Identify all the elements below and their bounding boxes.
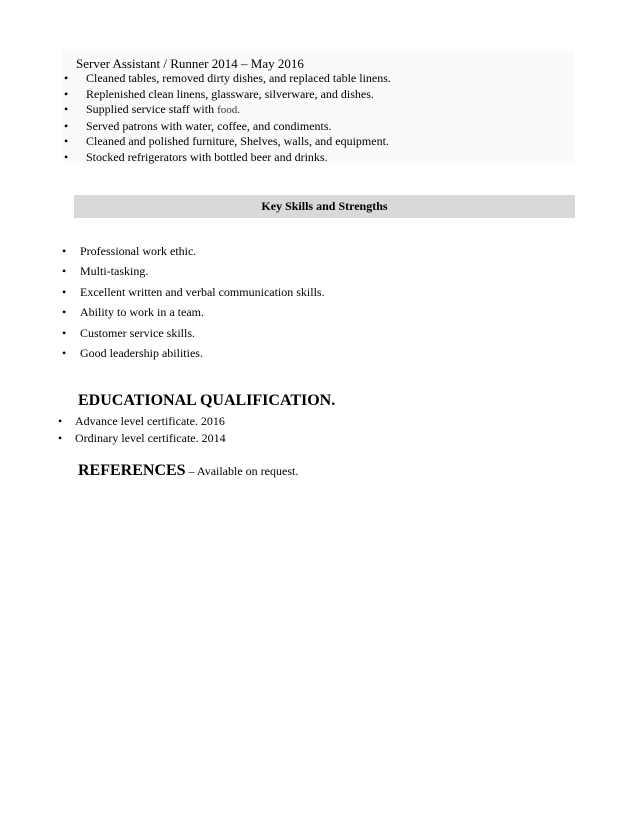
list-item: • Customer service skills. xyxy=(80,323,325,343)
bullet-icon: • xyxy=(62,305,67,320)
list-item: • Cleaned and polished furniture, Shelves, walls, and equipment. xyxy=(64,134,389,149)
list-item: • Excellent written and verbal communication skills. xyxy=(80,282,325,302)
bullet-icon: • xyxy=(62,346,67,361)
list-item: • Supplied service staff with food. xyxy=(64,102,241,117)
bullet-icon: • xyxy=(58,414,63,428)
bullet-icon: • xyxy=(64,102,69,117)
list-item: • Ability to work in a team. xyxy=(80,302,325,322)
bullet-icon: • xyxy=(62,244,67,258)
list-item: • Multi-tasking. xyxy=(80,261,325,281)
list-item: • Stocked refrigerators with bottled beer and drinks. xyxy=(64,149,328,164)
bullet-icon: • xyxy=(64,71,69,85)
list-item: • Served patrons with water, coffee, and condiments. xyxy=(64,118,332,133)
references-heading: REFERENCES xyxy=(78,462,186,479)
bullet-icon: • xyxy=(64,86,69,101)
duties-list xyxy=(64,71,391,166)
bullet-icon: • xyxy=(58,431,63,445)
bullet-icon: • xyxy=(64,149,69,164)
education-heading: EDUCATIONAL QUALIFICATION. xyxy=(78,392,336,409)
job-title: Server Assistant / Runner 2014 – May 2016 xyxy=(76,56,304,71)
bullet-icon: • xyxy=(62,284,67,299)
list-item: • Professional work ethic. xyxy=(80,241,325,261)
list-item: • Advance level certificate. 2016 xyxy=(58,414,225,428)
bullet-icon: • xyxy=(64,118,69,133)
list-item: • Good leadership abilities. xyxy=(80,343,325,363)
bullet-icon: • xyxy=(62,325,67,340)
skills-heading: Key Skills and Strengths xyxy=(74,195,575,218)
education-list xyxy=(58,413,226,447)
list-item: • Ordinary level certificate. 2014 xyxy=(58,431,226,445)
references-text: – Available on request. xyxy=(185,464,299,478)
bullet-icon: • xyxy=(62,264,67,279)
list-item: • Replenished clean linens, glassware, silverware, and dishes. xyxy=(64,86,374,101)
skills-list xyxy=(62,241,325,363)
references-line xyxy=(78,462,298,480)
list-item: • Cleaned tables, removed dirty dishes, and replaced table linens. xyxy=(64,71,391,85)
bullet-icon: • xyxy=(64,134,69,149)
